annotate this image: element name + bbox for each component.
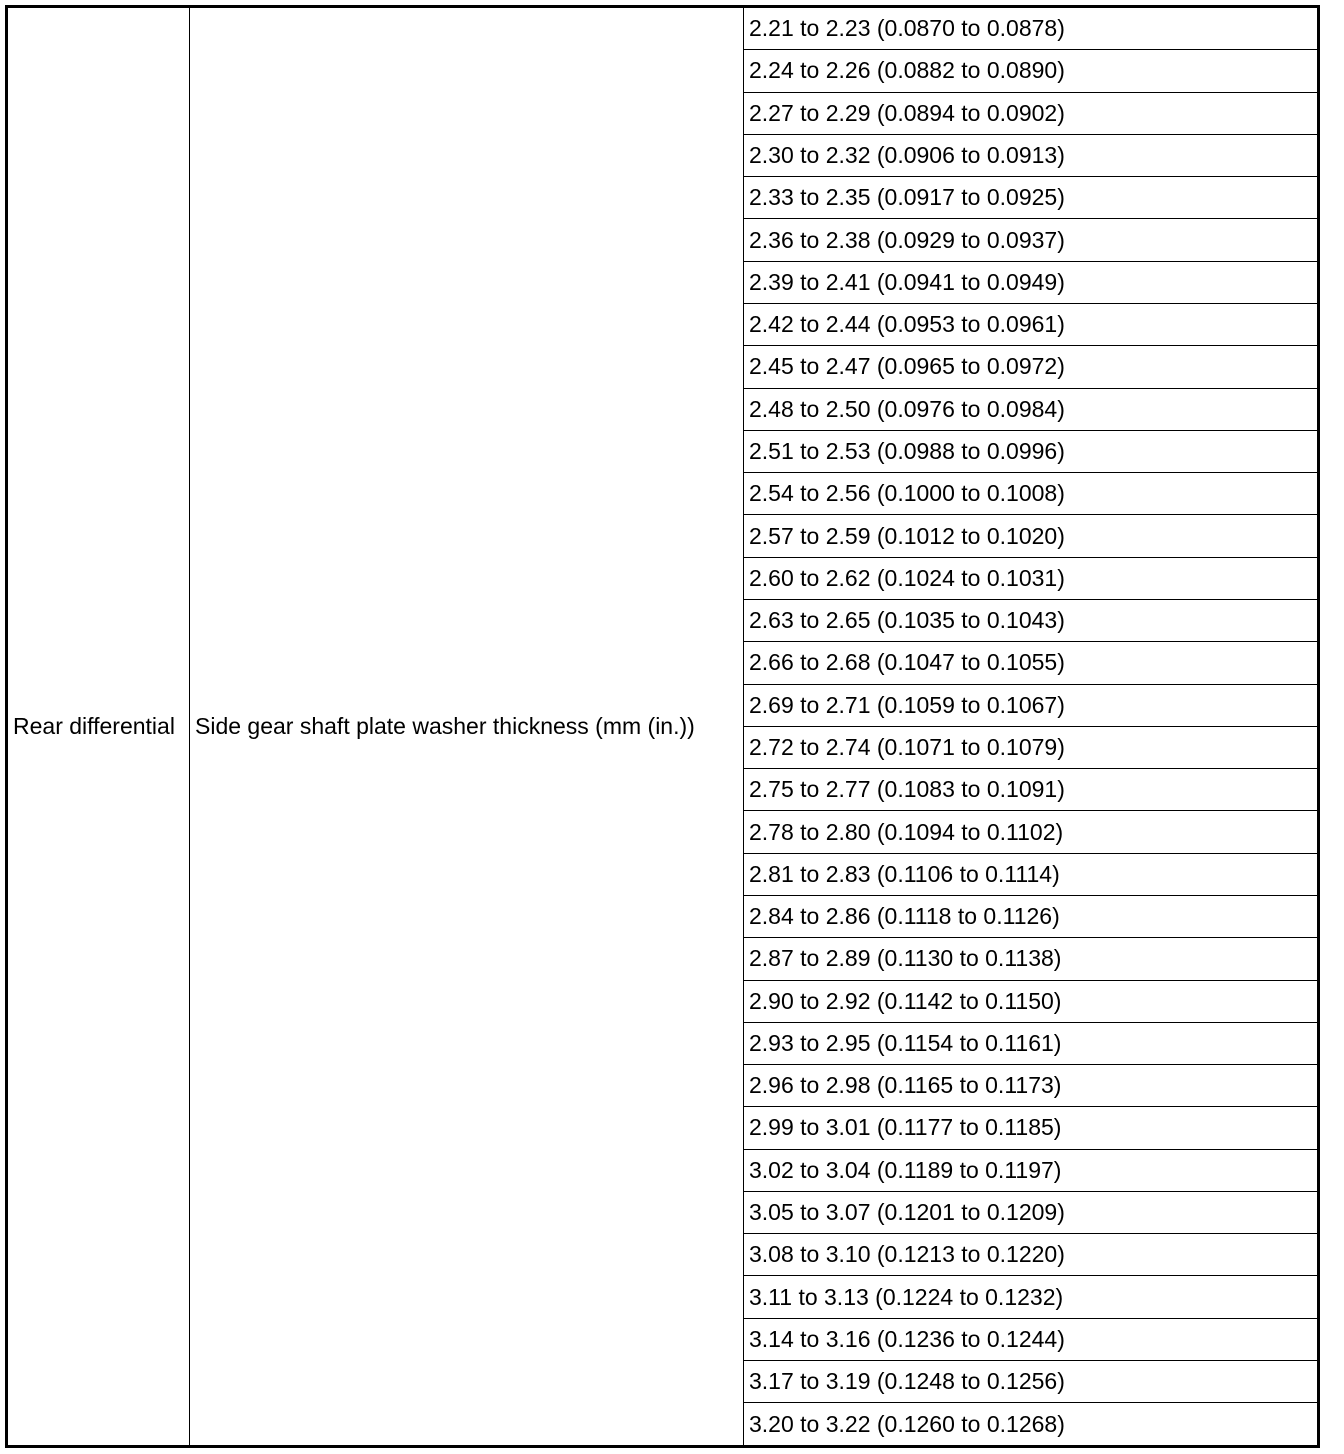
item-cell: Side gear shaft plate washer thickness (mm (in.)): [190, 7, 744, 1447]
thickness-value-cell: 2.90 to 2.92 (0.1142 to 0.1150): [744, 980, 1319, 1022]
thickness-value-cell: 2.24 to 2.26 (0.0882 to 0.0890): [744, 50, 1319, 92]
thickness-value-cell: 2.66 to 2.68 (0.1047 to 0.1055): [744, 642, 1319, 684]
thickness-value-cell: 2.60 to 2.62 (0.1024 to 0.1031): [744, 557, 1319, 599]
thickness-value-cell: 3.08 to 3.10 (0.1213 to 0.1220): [744, 1234, 1319, 1276]
thickness-value-cell: 3.20 to 3.22 (0.1260 to 0.1268): [744, 1403, 1319, 1447]
table-row: [7, 7, 1319, 50]
thickness-value-cell: 3.17 to 3.19 (0.1248 to 0.1256): [744, 1361, 1319, 1403]
thickness-value-cell: 2.99 to 3.01 (0.1177 to 0.1185): [744, 1107, 1319, 1149]
thickness-value-cell: 2.69 to 2.71 (0.1059 to 0.1067): [744, 684, 1319, 726]
thickness-value-cell: 2.87 to 2.89 (0.1130 to 0.1138): [744, 938, 1319, 980]
thickness-value-cell: 2.63 to 2.65 (0.1035 to 0.1043): [744, 599, 1319, 641]
thickness-value-cell: 3.02 to 3.04 (0.1189 to 0.1197): [744, 1149, 1319, 1191]
thickness-value-cell: 2.51 to 2.53 (0.0988 to 0.0996): [744, 430, 1319, 472]
thickness-value-cell: 2.81 to 2.83 (0.1106 to 0.1114): [744, 853, 1319, 895]
thickness-value-cell: 3.14 to 3.16 (0.1236 to 0.1244): [744, 1318, 1319, 1360]
thickness-value-cell: 2.93 to 2.95 (0.1154 to 0.1161): [744, 1022, 1319, 1064]
thickness-value-cell: 2.54 to 2.56 (0.1000 to 0.1008): [744, 473, 1319, 515]
thickness-value-cell: 3.11 to 3.13 (0.1224 to 0.1232): [744, 1276, 1319, 1318]
thickness-value-cell: 2.57 to 2.59 (0.1012 to 0.1020): [744, 515, 1319, 557]
thickness-value-cell: 2.27 to 2.29 (0.0894 to 0.0902): [744, 92, 1319, 134]
thickness-value-cell: 2.78 to 2.80 (0.1094 to 0.1102): [744, 811, 1319, 853]
table-body: [7, 7, 1319, 1447]
thickness-value-cell: 2.96 to 2.98 (0.1165 to 0.1173): [744, 1065, 1319, 1107]
thickness-value-cell: 2.36 to 2.38 (0.0929 to 0.0937): [744, 219, 1319, 261]
thickness-value-cell: 2.39 to 2.41 (0.0941 to 0.0949): [744, 261, 1319, 303]
system-cell: Rear differential: [7, 7, 190, 1447]
thickness-value-cell: 3.05 to 3.07 (0.1201 to 0.1209): [744, 1191, 1319, 1233]
washer-thickness-table: [5, 5, 1320, 1448]
thickness-value-cell: 2.21 to 2.23 (0.0870 to 0.0878): [744, 7, 1319, 50]
thickness-value-cell: 2.45 to 2.47 (0.0965 to 0.0972): [744, 346, 1319, 388]
thickness-value-cell: 2.33 to 2.35 (0.0917 to 0.0925): [744, 177, 1319, 219]
thickness-value-cell: 2.75 to 2.77 (0.1083 to 0.1091): [744, 769, 1319, 811]
thickness-value-cell: 2.84 to 2.86 (0.1118 to 0.1126): [744, 895, 1319, 937]
thickness-value-cell: 2.72 to 2.74 (0.1071 to 0.1079): [744, 726, 1319, 768]
thickness-value-cell: 2.30 to 2.32 (0.0906 to 0.0913): [744, 134, 1319, 176]
thickness-value-cell: 2.48 to 2.50 (0.0976 to 0.0984): [744, 388, 1319, 430]
thickness-value-cell: 2.42 to 2.44 (0.0953 to 0.0961): [744, 304, 1319, 346]
